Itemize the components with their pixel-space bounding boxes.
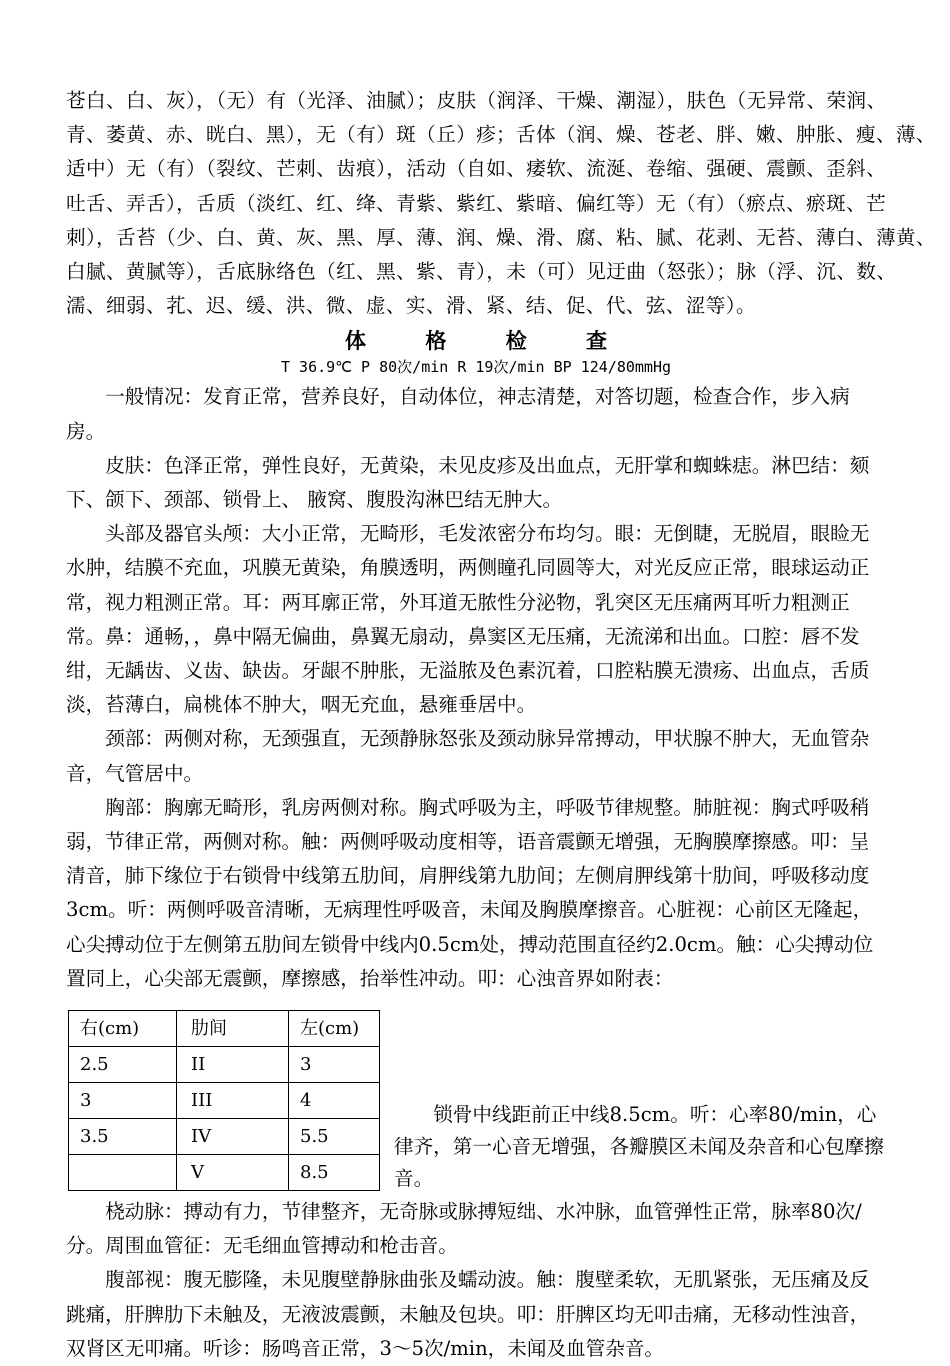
neck-paragraph: 颈部：两侧对称，无颈强直，无颈静脉怒张及颈动脉异常搏动，甲状腺不肿大，无血管杂音，气管居中。 [66, 727, 870, 785]
table-cell: 3 [69, 1083, 177, 1119]
dullness-table-section [66, 1010, 886, 1195]
cardiac-dullness-table [68, 1010, 380, 1191]
table-cell: 2.5 [69, 1047, 177, 1083]
vital-signs: T 36.9℃ P 80次/min R 19次/min BP 124/80mmHg [280, 358, 671, 377]
table-cell: 4 [289, 1083, 380, 1119]
tcm-line: 白腻、黄腻等），舌底脉络色（红、黑、紫、青），未（可）见迂曲（怒张）；脉（浮、沉、数、 [66, 260, 897, 284]
abdomen-paragraph: 腹部视：腹无膨隆，未见腹壁静脉曲张及蠕动波。触：腹壁柔软，无肌紧张，无压痛及反跳痛，肝脾肋下未触及，无液波震颤，未触及包块。叩：肝脾区均无叩击痛，无移动性浊音，双肾区无叩痛。听诊：肠鸣音正常，3～5次/min，未闻及血管杂音。 [66, 1268, 870, 1360]
tcm-line: 濡、细弱、芤、迟、缓、洪、微、虚、实、滑、紧、结、促、代、弦、涩等）。 [66, 294, 756, 318]
radial-artery-paragraph: 桡动脉：搏动有力，节律整齐，无奇脉或脉搏短绌、水冲脉，血管弹性正常，脉率80次/分。周围血管征：无毛细血管搏动和枪击音。 [66, 1200, 862, 1258]
table-cell: 8.5 [289, 1155, 380, 1191]
auscultation-paragraph: 锁骨中线距前正中线8.5cm。听：心率80/min，心律齐，第一心音无增强，各瓣膜区未闻及杂音和心包摩擦音。 [394, 1103, 884, 1191]
tcm-line: 苍白、白、灰），（无）有（光泽、油腻）；皮肤（润泽、干燥、潮湿），肤色（无异常、荣润、 [66, 89, 887, 112]
table-row [69, 1155, 380, 1191]
tcm-line: 刺），舌苔（少、白、黄、灰、黑、厚、薄、润、燥、滑、腐、粘、腻、花剥、无苔、薄白、薄黄、 [66, 225, 936, 249]
table-cell: 3 [289, 1047, 380, 1083]
chest-paragraph: 胸部：胸廓无畸形，乳房两侧对称。胸式呼吸为主，呼吸节律规整。肺脏视：胸式呼吸稍弱，节律正常，两侧对称。触：两侧呼吸动度相等，语音震颤无增强，无胸膜摩擦感。叩：呈清音，肺下缘位于右锁骨中线第五肋间，肩胛线第九肋间；左侧肩胛线第十肋间，呼吸移动度3cm。听：两侧呼吸音清晰，无病理性呼吸音，未闻及胸膜摩擦音。心脏视：心前区无隆起，心尖搏动位于左侧第五肋间左锁骨中线内0.5cm处，搏动范围直径约2.0cm。触：心尖搏动位置同上，心尖部无震颤，摩擦感，抬举性冲动。叩：心浊音界如附表： [66, 795, 874, 990]
table-cell: IV [177, 1119, 289, 1155]
table-side-text [380, 1099, 886, 1195]
table-header-cell: 左(cm) [289, 1011, 380, 1047]
table-header-cell: 右(cm) [69, 1011, 177, 1047]
table-row [69, 1119, 380, 1155]
table-cell: II [177, 1047, 289, 1083]
tcm-inspection-block [66, 84, 936, 323]
tcm-line: 吐舌、弄舌），舌质（淡红、红、绛、青紫、紫红、紫暗、偏红等）无（有）（瘀点、瘀斑、芒 [66, 191, 887, 215]
table-row [69, 1083, 380, 1119]
table-cell: V [177, 1155, 289, 1191]
table-cell [69, 1155, 177, 1191]
table-header-row [69, 1011, 380, 1047]
head-paragraph: 头部及器官头颅：大小正常，无畸形，毛发浓密分布均匀。眼：无倒睫，无脱眉，眼睑无水肿，结膜不充血，巩膜无黄染，角膜透明，两侧瞳孔同圆等大，对光反应正常，眼球运动正常，视力粗测正常。耳：两耳廓正常，外耳道无脓性分泌物，乳突区无压痛两耳听力粗测正常。鼻：通畅，，鼻中隔无偏曲，鼻翼无扇动，鼻窦区无压痛，无流涕和出血。口腔：唇不发绀，无龋齿、义齿、缺齿。牙龈不肿胀，无溢脓及色素沉着，口腔粘膜无溃疡、出血点，舌质淡，苔薄白，扁桃体不肿大，咽无充血，悬雍垂居中。 [66, 522, 870, 717]
document-page [66, 84, 936, 1366]
table-cell: 5.5 [289, 1119, 380, 1155]
skin-paragraph: 皮肤：色泽正常，弹性良好，无黄染，未见皮疹及出血点，无肝掌和蜘蛛痣。淋巴结：颏下、颌下、颈部、锁骨上、 腋窝、腹股沟淋巴结无肿大。 [66, 453, 870, 512]
tcm-line: 适中）无（有）（裂纹、芒刺、齿痕），活动（自如、痿软、流涎、卷缩、强硬、震颤、歪斜、 [66, 157, 887, 181]
table-header-cell: 肋间 [177, 1011, 289, 1047]
table-row [69, 1047, 380, 1083]
table-cell: III [177, 1083, 289, 1119]
general-condition-paragraph: 一般情况：发育正常，营养良好，自动体位，神志清楚，对答切题，检查合作，步入病房。 [66, 385, 850, 443]
tcm-line: 青、萎黄、赤、晄白、黑），无（有）斑（丘）疹；舌体（润、燥、苍老、胖、嫩、肿胀、瘦、薄、 [66, 123, 936, 147]
section-title: 体 格 检 查 [345, 328, 633, 354]
table-cell: 3.5 [69, 1119, 177, 1155]
